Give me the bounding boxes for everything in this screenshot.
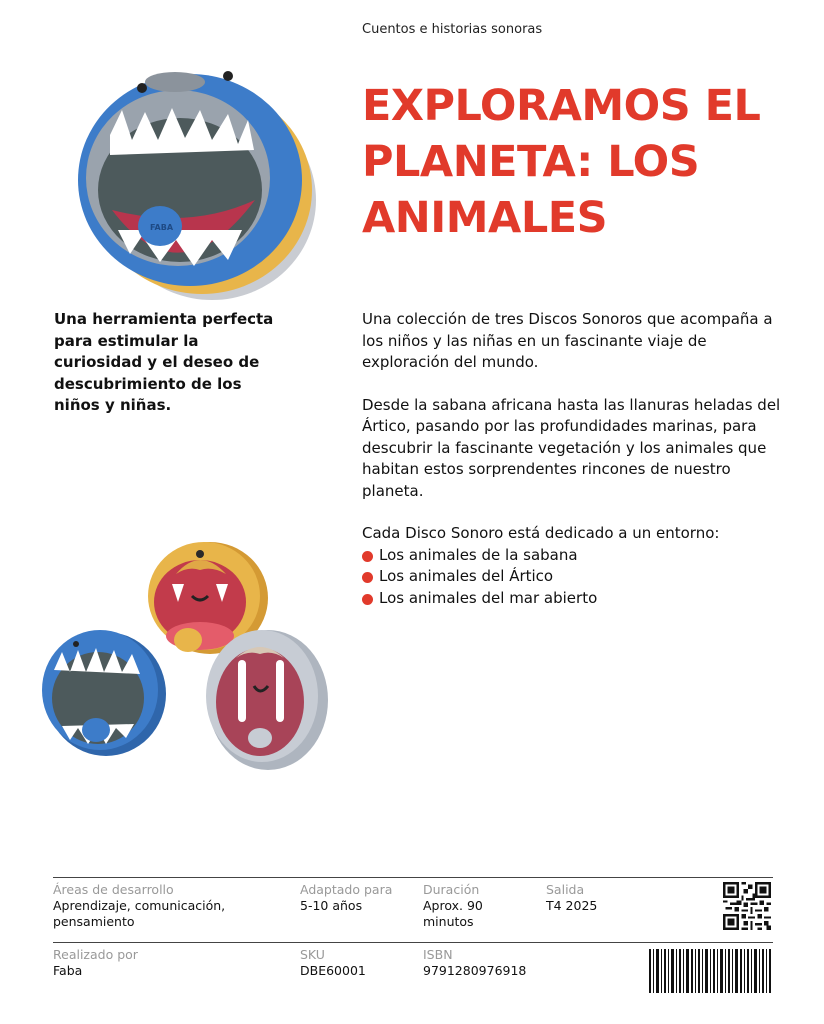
list-item: Los animales de la sabana [362,545,782,567]
spec-duration [423,882,533,930]
description-paragraph-2: Desde la sabana africana hasta las llanuras heladas del Ártico, pasando por las profundidades marinas, para descubrir la fascinante vegetación y los animales que habitan estos sorprendentes rincones de nuestro planeta. [362,395,781,500]
spec-value: Aprox. 90 minutos [423,898,483,929]
eyebrow-category: Cuentos e historias sonoras [362,22,543,37]
list-item: Los animales del Ártico [362,566,782,588]
spec-sku [300,947,410,979]
specs-row-2 [53,942,773,999]
bullet-dot-icon [362,572,373,583]
spec-label: Adaptado para [300,882,393,897]
spec-value: Aprendizaje, comunicación, pensamiento [53,898,226,929]
spec-value: T4 2025 [546,898,598,913]
spec-isbn [423,947,533,979]
spec-development-areas [53,882,283,930]
description-body [362,309,782,609]
bullet-dot-icon [362,594,373,605]
barcode-icon [649,949,771,993]
spec-label: SKU [300,947,325,962]
product-specs-footer [53,877,773,999]
spec-age-range [300,882,410,914]
list-item: Los animales del mar abierto [362,588,782,610]
spec-label: ISBN [423,947,453,962]
bullet-dot-icon [362,551,373,562]
walrus-disc-icon [206,630,328,770]
spec-label: Salida [546,882,585,897]
disc-collection-illustration [40,540,330,780]
spec-release [546,882,656,914]
environment-list [362,545,782,610]
description-paragraph-1: Una colección de tres Discos Sonoros que acompaña a los niños y las niñas en un fascinante viaje de exploración del mundo. [362,310,773,371]
shark-disc-small-icon [42,630,166,756]
lead-text: Una herramienta perfecta para estimular la curiosidad y el deseo de descubrimiento de los niños y niñas. [54,310,274,414]
spec-producer [53,947,283,979]
shark-disc-illustration [50,40,330,310]
spec-value: DBE60001 [300,963,366,978]
spec-value: 9791280976918 [423,963,527,978]
spec-label: Duración [423,882,480,897]
spec-value: 5-10 años [300,898,363,913]
specs-row-1 [53,877,773,942]
disc-brand-label: FABA [150,223,174,232]
list-intro: Cada Disco Sonoro está dedicado a un entorno: [362,524,720,542]
spec-value: Faba [53,963,83,978]
spec-label: Realizado por [53,947,138,962]
page-title: EXPLORAMOS EL PLANETA: LOS ANIMALES [362,81,761,243]
qr-code-icon [723,882,771,930]
spec-label: Áreas de desarrollo [53,882,174,897]
